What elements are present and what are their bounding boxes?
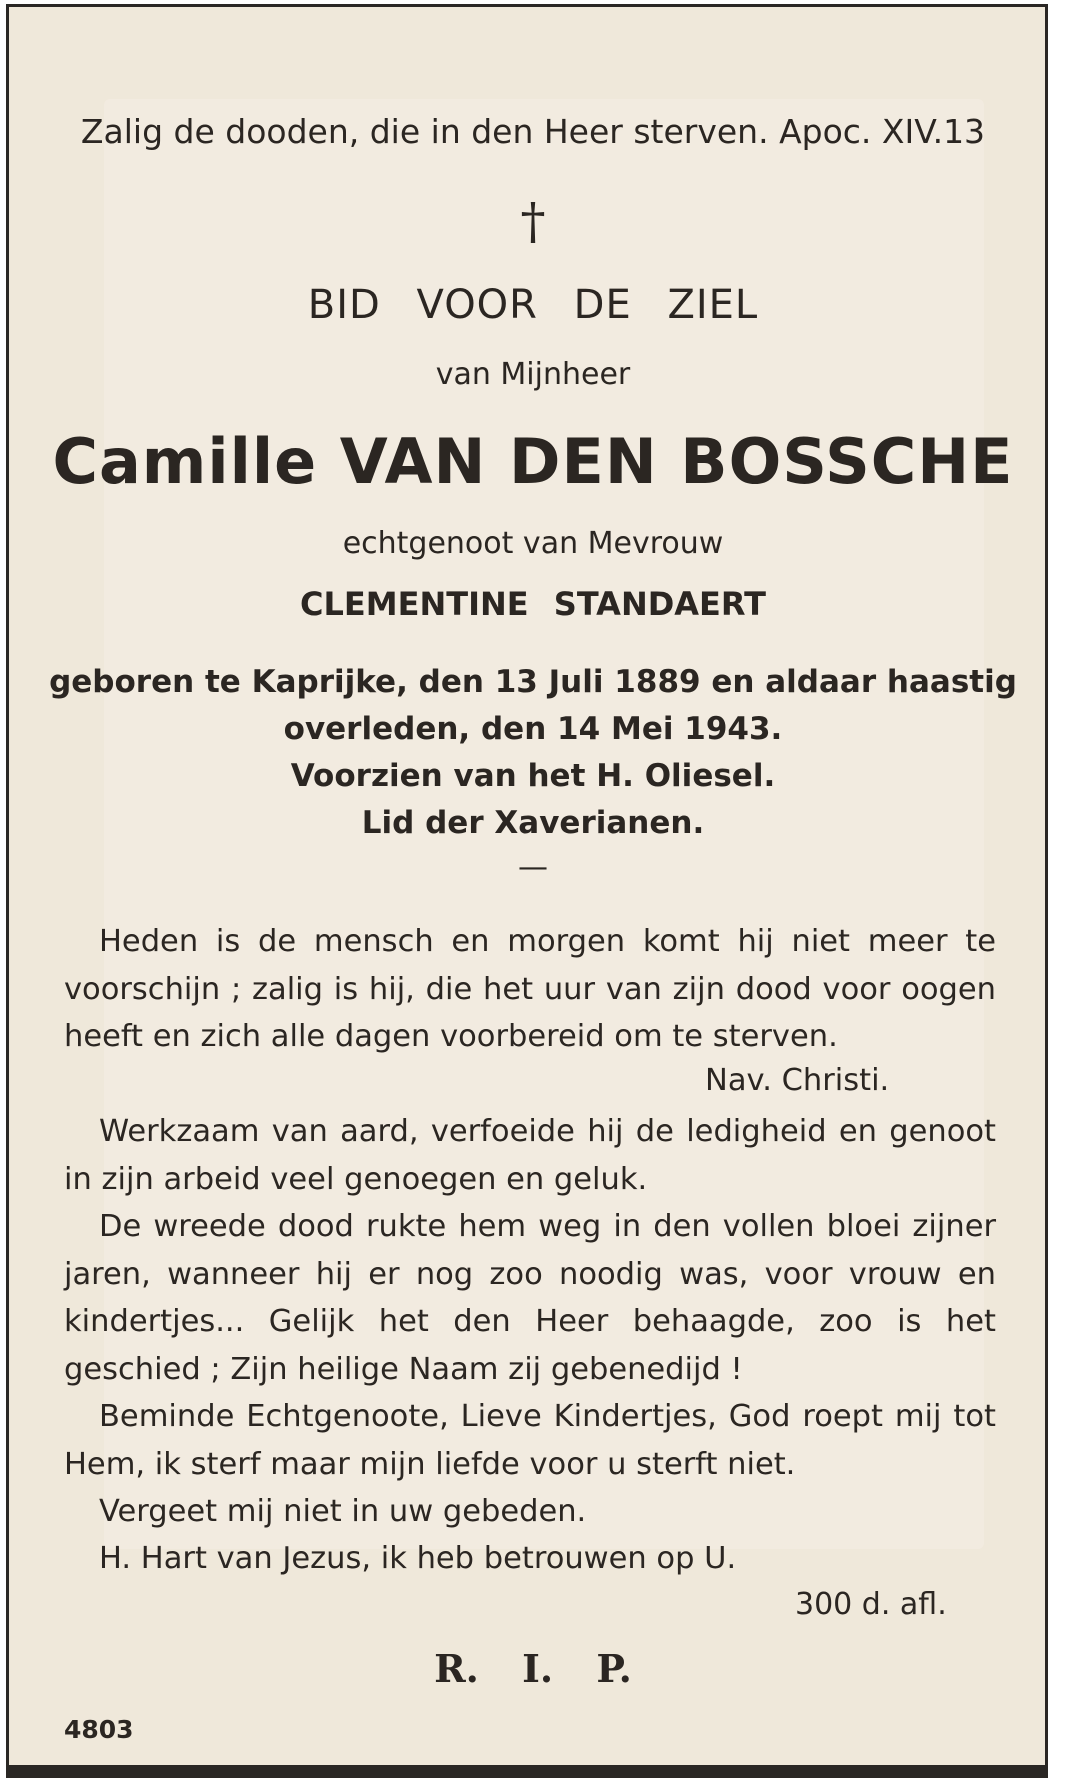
deceased-name: Camille VAN DEN BOSSCHE	[52, 425, 1014, 498]
paragraph-2: Werkzaam van aard, verfoeide hij de ledigheid en genoot in zijn arbeid veel genoegen en geluk.	[64, 1114, 996, 1197]
paragraph-4: Beminde Echtgenoote, Lieve Kindertjes, God roept mij tot Hem, ik sterf maar mijn liefde voor u sterft niet.	[64, 1399, 996, 1482]
birth-line: geboren te Kaprijke, den 13 Juli 1889 en aldaar haastig	[49, 664, 1017, 700]
print-code: 4803	[64, 1715, 134, 1744]
cross-icon: †	[520, 192, 546, 250]
prayer-heading: BID VOOR DE ZIEL	[307, 282, 759, 328]
sacrament-line: Voorzien van het H. Oliesel.	[290, 758, 776, 794]
bible-quote: Zalig de dooden, die in den Heer sterven. Apoc. XIV.13	[80, 112, 986, 151]
paragraph-1-source: Nav. Christi.	[705, 1063, 890, 1098]
spouse-intro: echtgenoot van Mevrouw	[342, 526, 724, 561]
rip-text: R. I. P.	[434, 1646, 632, 1691]
indulgence-note: 300 d. afl.	[795, 1587, 947, 1622]
paragraph-1: Heden is de mensch en morgen komt hij niet meer te voorschijn ; zalig is hij, die het uur van zijn dood voor oogen heeft en zich alle dagen voorbereid om te sterven.	[64, 924, 996, 1054]
spouse-name: CLEMENTINE STANDAERT	[300, 585, 766, 623]
membership-line: Lid der Xaverianen.	[361, 805, 705, 841]
paragraph-6: H. Hart van Jezus, ik heb betrouwen op U.	[99, 1541, 737, 1576]
honorific: van Mijnheer	[435, 357, 631, 392]
paragraph-3: De wreede dood rukte hem weg in den vollen bloei zijner jaren, wanneer hij er nog zoo noodig was, voor vrouw en kindertjes... Gelijk het den Heer behaagde, zoo is het geschied ; Zijn heilige Naam zij gebenedijd !	[64, 1209, 996, 1387]
separator: —	[518, 850, 548, 885]
paragraph-5: Vergeet mij niet in uw gebeden.	[99, 1494, 587, 1529]
death-line: overleden, den 14 Mei 1943.	[283, 711, 783, 747]
